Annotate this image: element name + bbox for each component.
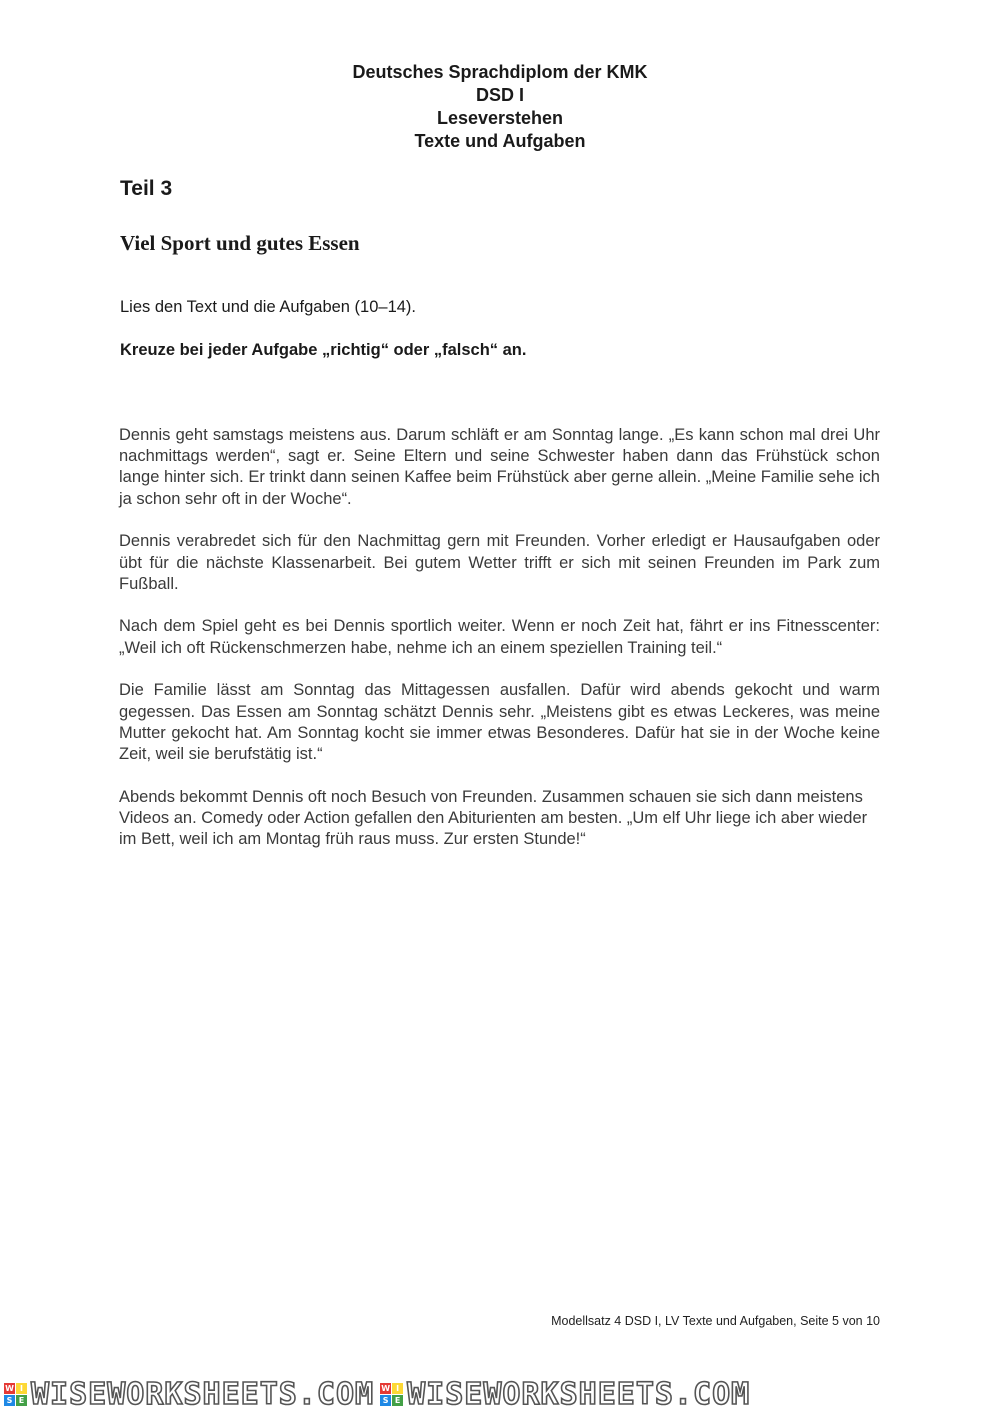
logo-cube: E — [16, 1395, 27, 1406]
page-footer: Modellsatz 4 DSD I, LV Texte und Aufgaben, Seite 5 von 10 — [551, 1314, 880, 1328]
instruction-read: Lies den Text und die Aufgaben (10–14). — [120, 298, 417, 316]
instruction-mark: Kreuze bei jeder Aufgabe „richtig“ oder „falsch“ an. — [120, 341, 527, 359]
paragraph: Nach dem Spiel geht es bei Dennis sportlich weiter. Wenn er noch Zeit hat, fährt er ins Fitnesscenter: „Weil ich oft Rückenschmerzen habe, nehme ich an einem speziellen Training teil.“ — [119, 617, 880, 657]
logo-cube: W — [381, 1384, 391, 1393]
paragraph: Abends bekommt Dennis oft noch Besuch von Freunden. Zusammen schauen sie sich dann meistens Videos an. Comedy oder Action gefallen den Abiturienten am besten. „Um elf Uhr liege ich aber wieder im Bett, weil ich am Montag früh raus muss. Zur ersten Stunde!“ — [119, 787, 868, 849]
paragraph: Dennis verabredet sich für den Nachmittag gern mit Freunden. Vorher erledigt er Hausaufgaben oder übt für die nächste Klassenarbeit. Bei gutem Wetter trifft er sich mit seinen Freunden im Park zum Fußball. — [119, 532, 880, 593]
logo-cube: E — [392, 1395, 403, 1406]
watermark-banner — [0, 1376, 1000, 1413]
paragraph: Die Familie lässt am Sonntag das Mittagessen ausfallen. Dafür wird abends gekocht und warm gegessen. Das Essen am Sonntag schätzt Dennis sehr. „Meistens gibt es etwas Leckeres, was meine Mutter gekocht hat. Am Sonntag kocht sie immer etwas Besonderes. Dafür hat sie in der Woche keine Zeit, weil sie berufstätig ist.“ — [119, 681, 880, 763]
banner-brand-text: WISEWORKSHEETS.COM — [407, 1377, 751, 1412]
header-line-4: Texte und Aufgaben — [414, 131, 586, 151]
reading-text — [119, 425, 880, 872]
text-title: Viel Sport und gutes Essen — [120, 231, 360, 255]
banner-brand-text: WISEWORKSHEETS.COM — [31, 1377, 375, 1412]
logo-cubes-icon — [4, 1383, 27, 1406]
logo-cube: S — [4, 1395, 15, 1406]
header-line-2: DSD I — [475, 85, 524, 105]
paragraph: Dennis geht samstags meistens aus. Darum schläft er am Sonntag lange. „Es kann schon mal drei Uhr nachmittags werden“, sagt er. Seine Eltern und seine Schwester haben dann das Frühstück schon lange hinter sich. Er trinkt dann seinen Kaffee beim Frühstück aber gerne allein. „Meine Familie sehe ich ja schon sehr oft in der Woche“. — [119, 426, 880, 508]
banner-logo — [380, 1377, 750, 1412]
banner-logo — [4, 1377, 374, 1412]
header-line-1: Deutsches Sprachdiplom der KMK — [352, 62, 648, 82]
logo-cube: W — [5, 1384, 14, 1393]
part-heading: Teil 3 — [120, 177, 173, 200]
logo-cube: S — [380, 1395, 391, 1406]
document-header — [0, 61, 1000, 153]
header-line-3: Leseverstehen — [436, 108, 564, 128]
logo-cube: I — [392, 1383, 403, 1394]
logo-cubes-icon — [380, 1383, 403, 1406]
logo-cube: I — [16, 1383, 27, 1394]
